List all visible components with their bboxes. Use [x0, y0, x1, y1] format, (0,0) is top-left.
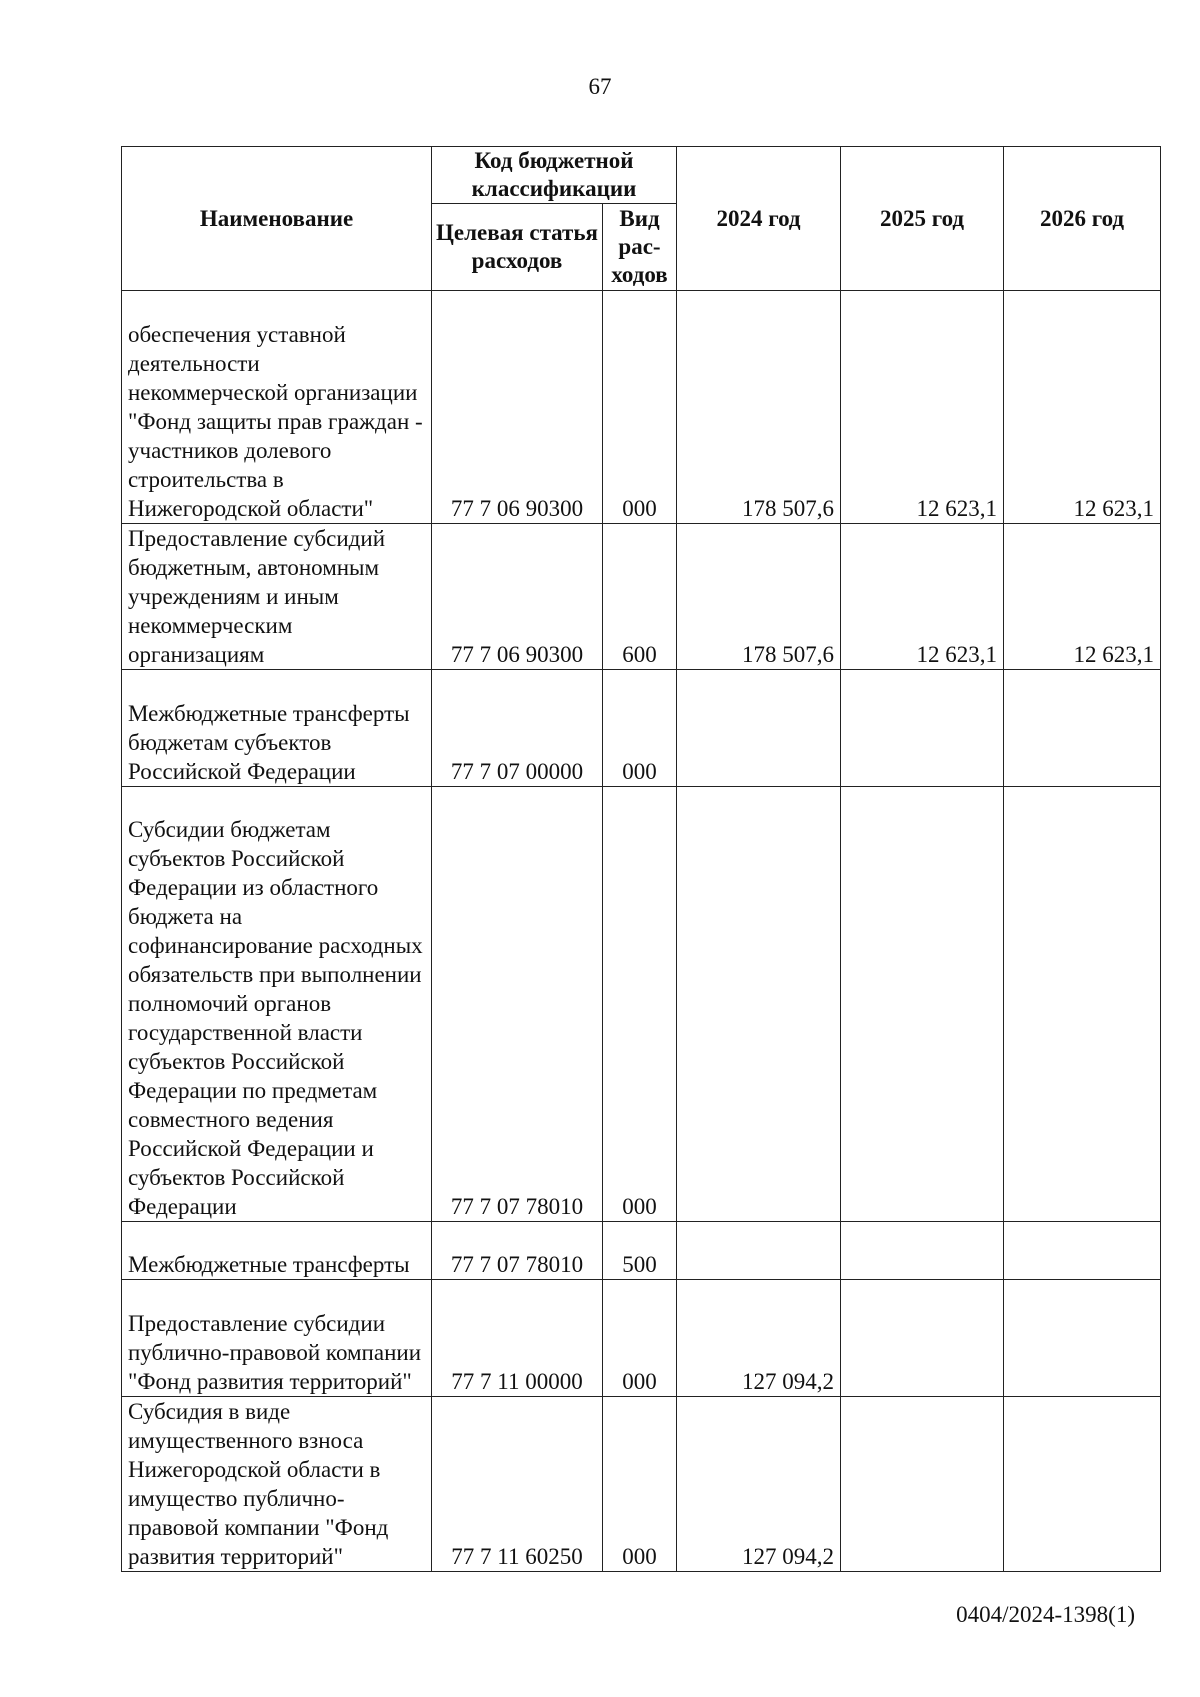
- row-2025: [841, 1397, 1004, 1572]
- row-2026: 12 623,1: [1004, 291, 1161, 524]
- row-2024: [677, 787, 841, 1222]
- row-code: 77 7 06 90300: [432, 291, 603, 524]
- row-name: Субсидия в виде имущественного взноса Нижегородской области в имущество публично-правовой компании "Фонд развития территорий": [122, 1397, 432, 1572]
- page-number: 67: [588, 74, 612, 99]
- row-2024: 127 094,2: [677, 1280, 841, 1397]
- row-2026: 12 623,1: [1004, 524, 1161, 670]
- row-2026: [1004, 1397, 1161, 1572]
- row-code: 77 7 07 78010: [432, 787, 603, 1222]
- row-2025: [841, 670, 1004, 787]
- table-row: [122, 787, 1161, 1222]
- row-name: Субсидии бюджетам субъектов Российской Федерации из областного бюджета на софинансирование расходных обязательств при выполнении полномочий органов государственной власти субъектов Российской Федерации по предметам совместного ведения Российской Федерации и субъектов Российской Федерации: [122, 787, 432, 1222]
- row-2025: 12 623,1: [841, 524, 1004, 670]
- row-2026: [1004, 1280, 1161, 1397]
- header-name: Наименование: [122, 147, 432, 291]
- row-2026: [1004, 1222, 1161, 1280]
- row-2025: [841, 1222, 1004, 1280]
- row-kind: 600: [603, 524, 677, 670]
- row-kind: 000: [603, 291, 677, 524]
- row-code: 77 7 11 60250: [432, 1397, 603, 1572]
- table-row: [122, 524, 1161, 670]
- row-kind: 000: [603, 1397, 677, 1572]
- row-kind: 000: [603, 787, 677, 1222]
- row-2024: 178 507,6: [677, 524, 841, 670]
- row-2025: [841, 1280, 1004, 1397]
- row-2026: [1004, 670, 1161, 787]
- header-target-article: Целевая статья расходов: [432, 204, 603, 291]
- row-2024: [677, 1222, 841, 1280]
- table-row: [122, 1397, 1161, 1572]
- row-kind: 500: [603, 1222, 677, 1280]
- header-2024: 2024 год: [677, 147, 841, 291]
- header-2026: 2026 год: [1004, 147, 1161, 291]
- table-row: [122, 291, 1161, 524]
- row-name: Межбюджетные трансферты бюджетам субъектов Российской Федерации: [122, 670, 432, 787]
- row-2024: 127 094,2: [677, 1397, 841, 1572]
- row-name: Межбюджетные трансферты: [122, 1222, 432, 1280]
- row-name: Предоставление субсидии публично-правовой компании "Фонд развития территорий": [122, 1280, 432, 1397]
- row-code: 77 7 06 90300: [432, 524, 603, 670]
- row-code: 77 7 07 78010: [432, 1222, 603, 1280]
- header-row-1: [122, 147, 1161, 204]
- table-row: [122, 1280, 1161, 1397]
- row-code: 77 7 11 00000: [432, 1280, 603, 1397]
- row-2025: 12 623,1: [841, 291, 1004, 524]
- row-2025: [841, 787, 1004, 1222]
- header-code-group: Код бюджетной классификации: [432, 147, 677, 204]
- table-row: [122, 1222, 1161, 1280]
- row-name: обеспечения уставной деятельности некоммерческой организации "Фонд защиты прав граждан - участников долевого строительства в Нижегородской области": [122, 291, 432, 524]
- document-registration-code: 0404/2024-1398(1): [956, 1602, 1135, 1627]
- row-code: 77 7 07 00000: [432, 670, 603, 787]
- row-2026: [1004, 787, 1161, 1222]
- row-kind: 000: [603, 670, 677, 787]
- row-kind: 000: [603, 1280, 677, 1397]
- budget-table: [121, 146, 1161, 1572]
- header-expense-kind: Вид рас-ходов: [603, 204, 677, 291]
- row-name: Предоставление субсидий бюджетным, автономным учреждениям и иным некоммерческим организациям: [122, 524, 432, 670]
- table-row: [122, 670, 1161, 787]
- row-2024: 178 507,6: [677, 291, 841, 524]
- header-2025: 2025 год: [841, 147, 1004, 291]
- row-2024: [677, 670, 841, 787]
